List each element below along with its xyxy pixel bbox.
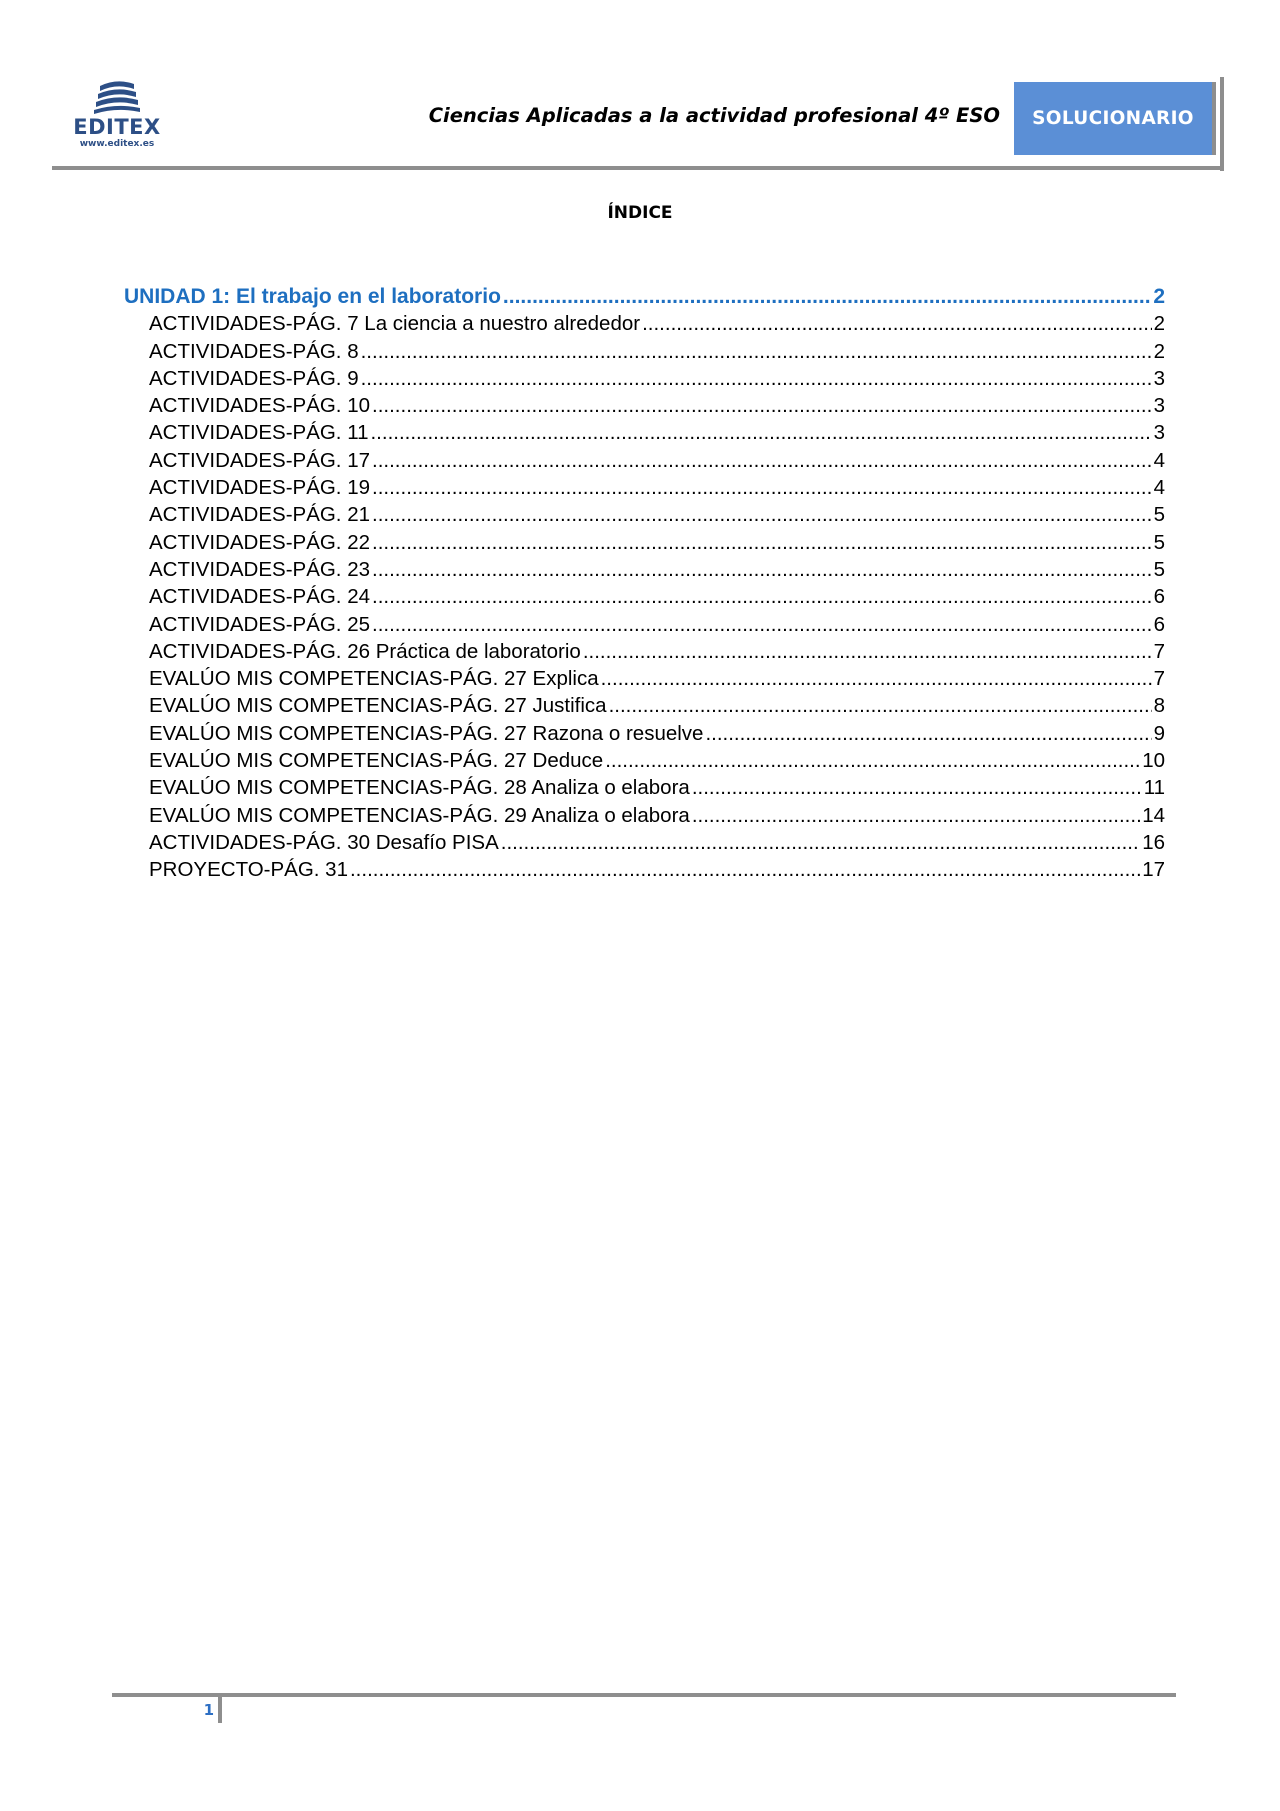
toc-entry-label: ACTIVIDADES-PÁG. 30 Desafío PISA bbox=[149, 830, 499, 854]
toc-entry-label: ACTIVIDADES-PÁG. 10 bbox=[149, 394, 371, 418]
book-stack-icon bbox=[72, 78, 162, 116]
toc-entry-label: ACTIVIDADES-PÁG. 11 bbox=[149, 421, 369, 445]
toc-entry-link[interactable] bbox=[124, 447, 1165, 474]
toc-leader-dots bbox=[361, 338, 1152, 365]
toc-entry-page: 6 bbox=[1153, 585, 1165, 609]
toc-entry-page: 2 bbox=[1153, 339, 1165, 363]
toc-entry-link[interactable] bbox=[124, 392, 1165, 419]
editex-logo bbox=[72, 78, 162, 154]
toc-entry-link[interactable] bbox=[124, 692, 1165, 719]
logo-url: www.editex.es bbox=[79, 139, 155, 149]
toc-entry-link[interactable] bbox=[124, 365, 1165, 392]
toc-unit-link[interactable] bbox=[124, 283, 1165, 310]
book-title: Ciencias Aplicadas a la actividad profesional 4º ESO bbox=[428, 104, 1000, 127]
toc-leader-dots bbox=[372, 556, 1152, 583]
toc-leader-dots bbox=[503, 283, 1151, 310]
toc-entry-page: 14 bbox=[1142, 803, 1165, 827]
toc-entry-label: UNIDAD 1: El trabajo en el laboratorio bbox=[124, 285, 501, 308]
toc-entry-link[interactable] bbox=[124, 638, 1165, 665]
toc-entry-link[interactable] bbox=[124, 802, 1165, 829]
page-number: 1 bbox=[203, 1701, 214, 1719]
toc-leader-dots bbox=[372, 392, 1152, 419]
toc-entry-label: EVALÚO MIS COMPETENCIAS-PÁG. 27 Justifica bbox=[149, 694, 607, 718]
toc-leader-dots bbox=[361, 365, 1152, 392]
toc-leader-dots bbox=[692, 774, 1142, 801]
toc-leader-dots bbox=[370, 419, 1151, 446]
toc-entry-page: 4 bbox=[1153, 448, 1165, 472]
toc-entry-link[interactable] bbox=[124, 556, 1165, 583]
toc-entry-link[interactable] bbox=[124, 419, 1165, 446]
toc-entry-page: 7 bbox=[1153, 639, 1165, 663]
footer-tick bbox=[218, 1693, 222, 1723]
toc-entry-link[interactable] bbox=[124, 338, 1165, 365]
toc-entry-page: 17 bbox=[1142, 858, 1165, 882]
toc-entry-label: EVALÚO MIS COMPETENCIAS-PÁG. 27 Razona o resuelve bbox=[149, 721, 704, 745]
toc-leader-dots bbox=[705, 720, 1151, 747]
toc-entry-link[interactable] bbox=[124, 310, 1165, 337]
toc-entry-page: 2 bbox=[1153, 312, 1165, 336]
toc-entry-page: 8 bbox=[1153, 694, 1165, 718]
toc-leader-dots bbox=[372, 447, 1152, 474]
toc-leader-dots bbox=[501, 829, 1140, 856]
toc-leader-dots bbox=[372, 529, 1152, 556]
toc-entry-link[interactable] bbox=[124, 611, 1165, 638]
toc-entry-link[interactable] bbox=[124, 583, 1165, 610]
toc-leader-dots bbox=[642, 310, 1152, 337]
toc-entry-label: ACTIVIDADES-PÁG. 17 bbox=[149, 448, 371, 472]
toc-entry-page: 5 bbox=[1153, 530, 1165, 554]
logo-text: EDITEX bbox=[73, 115, 161, 139]
toc-leader-dots bbox=[601, 665, 1152, 692]
toc-entry-label: EVALÚO MIS COMPETENCIAS-PÁG. 29 Analiza o elabora bbox=[149, 803, 690, 827]
toc-entry-page: 10 bbox=[1142, 749, 1165, 773]
index-title: ÍNDICE bbox=[607, 203, 673, 223]
toc-leader-dots bbox=[605, 747, 1140, 774]
solucionario-badge: SOLUCIONARIO bbox=[1014, 82, 1216, 155]
toc-entry-label: ACTIVIDADES-PÁG. 25 bbox=[149, 612, 371, 636]
toc-entry-link[interactable] bbox=[124, 747, 1165, 774]
toc-entry-page: 5 bbox=[1153, 557, 1165, 581]
toc-entry-link[interactable] bbox=[124, 720, 1165, 747]
toc-entry-link[interactable] bbox=[124, 856, 1165, 883]
toc-entry-page: 7 bbox=[1153, 667, 1165, 691]
toc-entry-label: EVALÚO MIS COMPETENCIAS-PÁG. 27 Deduce bbox=[149, 749, 604, 773]
toc-entry-label: ACTIVIDADES-PÁG. 19 bbox=[149, 476, 371, 500]
toc-entry-label: ACTIVIDADES-PÁG. 26 Práctica de laboratorio bbox=[149, 639, 581, 663]
toc-entry-page: 4 bbox=[1153, 476, 1165, 500]
toc-entry-label: ACTIVIDADES-PÁG. 7 La ciencia a nuestro alrededor bbox=[149, 312, 641, 336]
toc-entry-page: 6 bbox=[1153, 612, 1165, 636]
table-of-contents bbox=[124, 283, 1165, 884]
toc-entry-page: 16 bbox=[1142, 830, 1165, 854]
toc-entry-label: EVALÚO MIS COMPETENCIAS-PÁG. 28 Analiza o elabora bbox=[149, 776, 690, 800]
toc-entry-link[interactable] bbox=[124, 829, 1165, 856]
toc-leader-dots bbox=[372, 583, 1152, 610]
toc-leader-dots bbox=[372, 501, 1152, 528]
toc-leader-dots bbox=[350, 856, 1140, 883]
toc-entry-link[interactable] bbox=[124, 474, 1165, 501]
toc-entry-page: 3 bbox=[1153, 366, 1165, 390]
header-rule bbox=[52, 166, 1224, 170]
toc-entry-page: 9 bbox=[1153, 721, 1165, 745]
toc-entry-page: 3 bbox=[1153, 394, 1165, 418]
toc-entry-label: ACTIVIDADES-PÁG. 24 bbox=[149, 585, 371, 609]
toc-leader-dots bbox=[609, 692, 1152, 719]
toc-entry-label: PROYECTO-PÁG. 31 bbox=[149, 858, 348, 882]
toc-entry-page: 2 bbox=[1153, 285, 1165, 308]
toc-entry-label: EVALÚO MIS COMPETENCIAS-PÁG. 27 Explica bbox=[149, 667, 599, 691]
toc-entry-link[interactable] bbox=[124, 774, 1165, 801]
toc-entry-page: 5 bbox=[1153, 503, 1165, 527]
toc-entry-link[interactable] bbox=[124, 501, 1165, 528]
toc-leader-dots bbox=[692, 802, 1140, 829]
toc-entry-label: ACTIVIDADES-PÁG. 9 bbox=[149, 366, 359, 390]
toc-entry-link[interactable] bbox=[124, 665, 1165, 692]
toc-entry-page: 11 bbox=[1143, 776, 1165, 800]
toc-leader-dots bbox=[372, 474, 1152, 501]
toc-entry-label: ACTIVIDADES-PÁG. 23 bbox=[149, 557, 371, 581]
toc-leader-dots bbox=[372, 611, 1152, 638]
footer-rule bbox=[112, 1693, 1176, 1697]
toc-entry-label: ACTIVIDADES-PÁG. 8 bbox=[149, 339, 359, 363]
badge-shadow bbox=[1220, 77, 1224, 171]
toc-entry-page: 3 bbox=[1153, 421, 1165, 445]
toc-entry-link[interactable] bbox=[124, 529, 1165, 556]
toc-entry-label: ACTIVIDADES-PÁG. 22 bbox=[149, 530, 371, 554]
toc-entry-label: ACTIVIDADES-PÁG. 21 bbox=[149, 503, 371, 527]
toc-leader-dots bbox=[583, 638, 1152, 665]
